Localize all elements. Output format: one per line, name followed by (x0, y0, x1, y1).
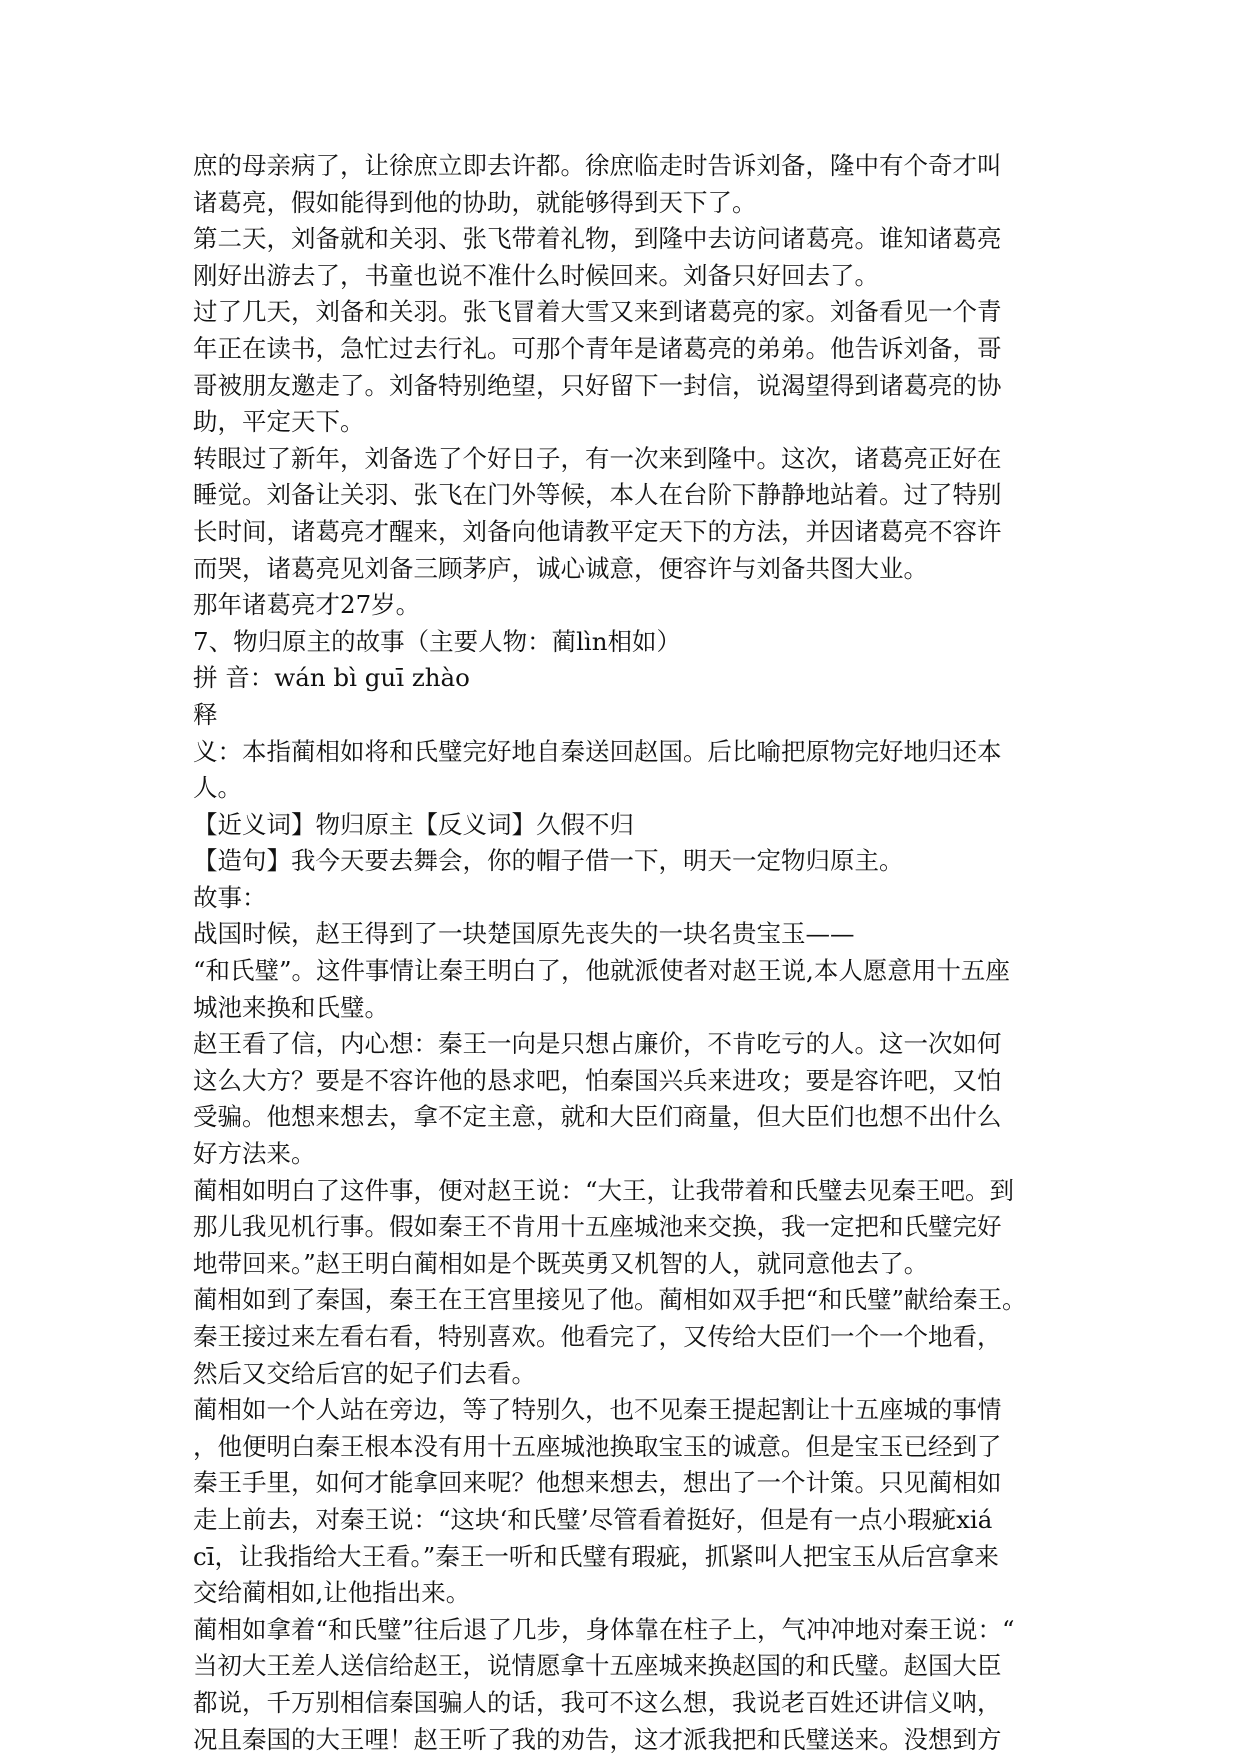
section-heading: 7、物归原主的故事（主要人物：蔺lìn相如） (193, 626, 682, 656)
text-line: 庶的母亲病了，让徐庶立即去许都。徐庶临走时告诉刘备，隆中有个奇才叫 (193, 151, 1002, 180)
synonym-line: 【近义词】物归原主【反义词】久假不归 (193, 809, 634, 839)
pinyin-line: 拼 音：wán bì guī zhào (193, 663, 470, 693)
text-line: 那儿我见机行事。假如秦王不肯用十五座城池来交换，我一定把和氏璧完好 (193, 1212, 1002, 1242)
text-line: 第二天，刘备就和关羽、张飞带着礼物，到隆中去访问诸葛亮。谁知诸葛亮 (193, 224, 1002, 254)
text-line: 地带回来。”赵王明白蔺相如是个既英勇又机智的人，就同意他去了。 (193, 1248, 929, 1278)
text-line: 受骗。他想来想去，拿不定主意，就和大臣们商量，但大臣们也想不出什么 (193, 1102, 1002, 1132)
text-line: cī，让我指给大王看。”秦王一听和氏璧有瑕疵，抓紧叫人把宝玉从后宫拿来 (193, 1541, 999, 1571)
text-line: 战国时候，赵王得到了一块楚国原先丧失的一块名贵宝玉—— (193, 919, 855, 949)
text-line: 都说，千万别相信秦国骗人的话，我可不这么想，我说老百姓还讲信义呐， (193, 1687, 1002, 1717)
text-line: 年正在读书，急忙过去行礼。可那个青年是诸葛亮的弟弟。他告诉刘备，哥 (193, 333, 1002, 363)
text-line: 好方法来。 (193, 1139, 316, 1169)
text-line: 秦王接过来左看右看，特别喜欢。他看完了，又传给大臣们一个一个地看， (193, 1322, 1002, 1351)
story-label: 故事： (193, 882, 267, 912)
text-line: 走上前去，对秦王说：“这块‘和氏璧’尽管看着挺好，但是有一点小瑕疵xiá (193, 1504, 993, 1534)
text-line: 然后又交给后宫的妃子们去看。 (193, 1358, 536, 1388)
text-line: 诸葛亮，假如能得到他的协助，就能够得到天下了。 (193, 187, 757, 217)
text-line: 释 (193, 699, 218, 729)
text-line: 人。 (193, 773, 242, 803)
text-line: 睡觉。刘备让关羽、张飞在门外等候，本人在台阶下静静地站着。过了特别 (193, 480, 1002, 510)
text-line: 助，平定天下。 (193, 407, 365, 437)
text-line: 哥被朋友邀走了。刘备特别绝望，只好留下一封信，说渴望得到诸葛亮的协 (193, 370, 1002, 400)
text-line: 赵王看了信，内心想：秦王一向是只想占廉价，不肯吃亏的人。这一次如何 (193, 1029, 1002, 1059)
text-line: 交给蔺相如,让他指出来。 (193, 1578, 471, 1608)
example-sentence-line: 【造句】我今天要去舞会，你的帽子借一下，明天一定物归原主。 (193, 846, 904, 876)
document-body (193, 148, 1053, 1758)
text-line: 蔺相如明白了这件事，便对赵王说：“大王，让我带着和氏璧去见秦王吧。到 (193, 1175, 1015, 1205)
text-line: 长时间，诸葛亮才醒来，刘备向他请教平定天下的方法，并因诸葛亮不容许 (193, 516, 1002, 546)
text-line: ，他便明白秦王根本没有用十五座城池换取宝玉的诚意。但是宝玉已经到了 (193, 1431, 1002, 1461)
text-line: 蔺相如到了秦国，秦王在王宫里接见了他。蔺相如双手把“和氏璧”献给秦王。 (193, 1285, 1027, 1315)
text-line: 转眼过了新年，刘备选了个好日子，有一次来到隆中。这次，诸葛亮正好在 (193, 443, 1002, 473)
text-line: 而哭，诸葛亮见刘备三顾茅庐，诚心诚意，便容许与刘备共图大业。 (193, 553, 928, 583)
text-line: 蔺相如拿着“和氏璧”往后退了几步，身体靠在柱子上，气冲冲地对秦王说：“ (193, 1614, 1015, 1644)
text-line: 当初大王差人送信给赵王，说情愿拿十五座城来换赵国的和氏璧。赵国大臣 (193, 1651, 1002, 1681)
text-line: 蔺相如一个人站在旁边，等了特别久，也不见秦王提起割让十五座城的事情 (193, 1395, 1002, 1425)
text-line: 义：本指蔺相如将和氏璧完好地自秦送回赵国。后比喻把原物完好地归还本 (193, 736, 1002, 766)
text-line: 况且秦国的大王哩！赵王听了我的劝告，这才派我把和氏璧送来。没想到方 (193, 1724, 1002, 1754)
text-line: 刚好出游去了，书童也说不准什么时候回来。刘备只好回去了。 (193, 260, 879, 290)
text-line: 那年诸葛亮才27岁。 (193, 590, 421, 620)
text-line: 过了几天，刘备和关羽。张飞冒着大雪又来到诸葛亮的家。刘备看见一个青 (193, 297, 1002, 327)
text-line: 城池来换和氏璧。 (193, 992, 389, 1022)
text-line: “和氏璧”。这件事情让秦王明白了，他就派使者对赵王说,本人愿意用十五座 (193, 956, 1010, 986)
text-line: 这么大方？要是不容许他的恳求吧，怕秦国兴兵来进攻；要是容许吧，又怕 (193, 1065, 1002, 1095)
text-line: 秦王手里，如何才能拿回来呢？他想来想去，想出了一个计策。只见蔺相如 (193, 1468, 1002, 1498)
